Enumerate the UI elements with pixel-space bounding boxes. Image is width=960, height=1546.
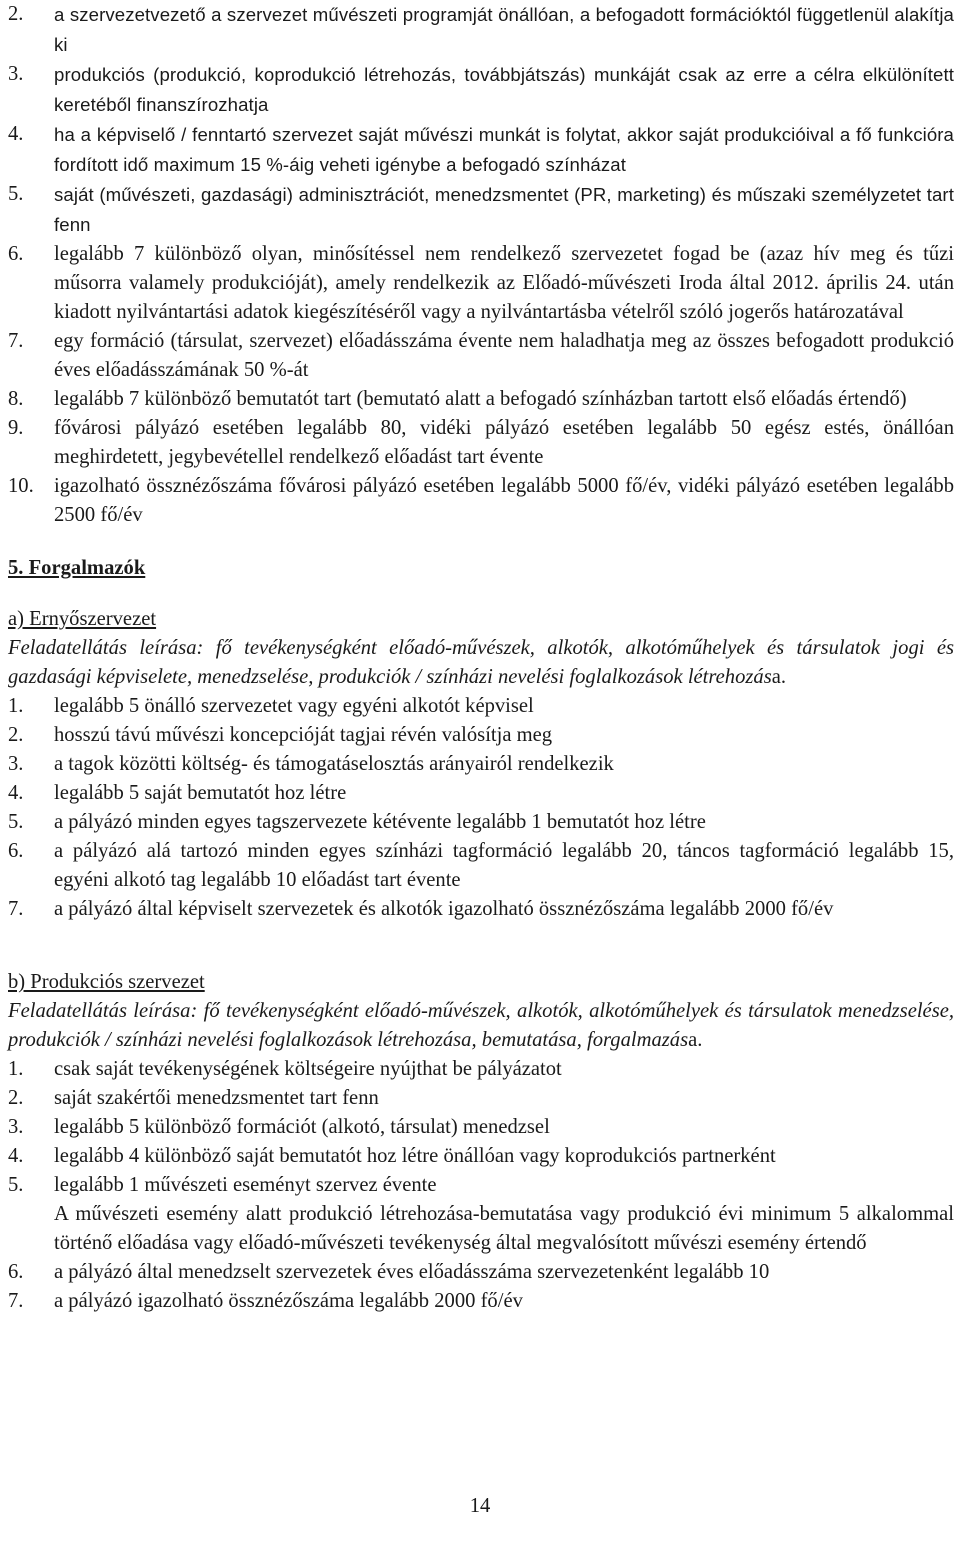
list-item-text: saját szakértői menedzsmentet tart fenn [54, 1087, 379, 1109]
list-item: 7. egy formáció (társulat, szervezet) előadásszáma évente nem haladhatja meg az összes befogadott produkció éves előadásszámának 50 %-át [8, 330, 954, 381]
list-item-text: legalább 5 önálló szervezetet vagy egyéni alkotót képvisel [54, 695, 534, 717]
list-item: 2. a szervezetvezető a szervezet művészeti programját önállóan, a befogadott formációktól függetlenül alakítja ki [8, 3, 954, 55]
list-item-text: a pályázó minden egyes tagszervezete kétévente legalább 1 bemutatót hoz létre [54, 811, 706, 833]
list-item: 5. saját (művészeti, gazdasági) adminisztrációt, menedzsmentet (PR, marketing) és műszaki személyzetet tart fenn [8, 183, 954, 235]
list-item-text: a pályázó által képviselt szervezetek és alkotók igazolható össznézőszáma legalább 2000 fő/év [54, 898, 834, 920]
list-item: 6. a pályázó által menedzselt szervezetek éves előadásszáma szervezetenként legalább 10 [8, 1261, 770, 1283]
page-number: 14 [469, 1495, 491, 1517]
list-item: 3. legalább 5 különböző formációt (alkotó, társulat) menedzsel [8, 1116, 550, 1138]
list-item: 8. legalább 7 különböző bemutatót tart (bemutató alatt a befogadó színházban tartott első előadás értendő) [8, 388, 907, 410]
list-item-note: A művészeti esemény alatt produkció létrehozása-bemutatása vagy produkció évi minimum 5 alkalommal történő előadása vagy előadó-művészeti tevékenység által megvalósított művészi esemény értendő [54, 1203, 954, 1254]
list-item-text: ha a képviselő / fenntartó szervezet saját művészi munkát is folytat, akkor saját produkcióival a fő funkcióra fordított idő maximum 15 %-áig veheti igénybe a befogadó színházat [54, 124, 954, 175]
list-item-text: a pályázó igazolható össznézőszáma legalább 2000 fő/év [54, 1290, 523, 1312]
subsection-description-b: Feladatellátás leírása: fő tevékenységként előadó-művészek, alkotók, alkotóműhelyek és társulatok menedzselése, produkciók / színházi nevelési foglalkozások létrehozása, bemutatása, forgalmazása. [8, 1000, 954, 1051]
section-heading: 5. Forgalmazók [8, 557, 146, 579]
list-item-text: csak saját tevékenységének költségeire nyújthat be pályázatot [54, 1058, 562, 1080]
list-item: 6. a pályázó alá tartozó minden egyes színházi tagformáció legalább 20, táncos tagformáció legalább 15, egyéni alkotó tag legalább 10 előadást tart évente [8, 840, 954, 891]
list-item: 7. a pályázó által képviselt szervezetek és alkotók igazolható össznézőszáma legalább 2000 fő/év [8, 898, 834, 920]
list-item: 5. legalább 1 művészeti eseményt szervez évente A művészeti esemény alatt produkció létrehozása-bemutatása vagy produkció évi minimum 5 alkalommal történő előadása vagy előadó-művészeti tevékenység által megvalósított művészi esemény értendő [8, 1171, 960, 1258]
list-item-text: igazolható össznézőszáma fővárosi pályázó esetében legalább 5000 fő/év, vidéki pályázó esetében legalább 2500 fő/év [54, 475, 954, 526]
list-item-text: legalább 7 különböző bemutatót tart (bemutató alatt a befogadó színházban tartott első előadás értendő) [54, 388, 907, 410]
list-item-text: a pályázó alá tartozó minden egyes színházi tagformáció legalább 20, táncos tagformáció legalább 15, egyéni alkotó tag legalább 10 előadást tart évente [54, 840, 954, 891]
list-item-text: saját (művészeti, gazdasági) adminisztrációt, menedzsmentet (PR, marketing) és műszaki személyzetet tart fenn [54, 184, 954, 235]
list-item: 4. legalább 4 különböző saját bemutatót hoz létre önállóan vagy koprodukciós partnerként [8, 1145, 776, 1167]
list-item: 5. a pályázó minden egyes tagszervezete kétévente legalább 1 bemutatót hoz létre [8, 811, 706, 833]
list-item-text: legalább 5 saját bemutatót hoz létre [54, 782, 347, 804]
list-item: 3. produkciós (produkció, koprodukció létrehozás, továbbjátszás) munkáját csak az erre a célra elkülönített keretéből finanszírozhatja [8, 63, 954, 115]
list-item-text: legalább 7 különböző olyan, minősítéssel nem rendelkező szervezetet fogad be (azaz hív meg és tűzi műsorra valamely produkcióját), amely rendelkezik az Előadó-művészeti Iroda által 2012. április 24. után kiadott nyilvántartási adatok kiegészítéséről vagy a nyilvántartásba vételről szóló jogerős határozatával [54, 243, 954, 323]
list-item: 2. saját szakértői menedzsmentet tart fenn [8, 1087, 379, 1109]
list-item: 1. csak saját tevékenységének költségeire nyújthat be pályázatot [8, 1058, 562, 1080]
list-item-text: produkciós (produkció, koprodukció létrehozás, továbbjátszás) munkáját csak az erre a célra elkülönített keretéből finanszírozhatja [54, 64, 954, 115]
list-item: 6. legalább 7 különböző olyan, minősítéssel nem rendelkező szervezetet fogad be (azaz hív meg és tűzi műsorra valamely produkcióját), amely rendelkezik az Előadó-művészeti Iroda által 2012. április 24. után kiadott nyilvántartási adatok kiegészítéséről vagy a nyilvántartásba vételről szóló jogerős határozatával [8, 243, 954, 323]
list-item: 9. fővárosi pályázó esetében legalább 80, vidéki pályázó esetében legalább 50 egész estés, önállóan meghirdetett, jegybevétellel rendelkező előadást tart évente [8, 417, 954, 468]
list-item-text: legalább 4 különböző saját bemutatót hoz létre önállóan vagy koprodukciós partnerként [54, 1145, 776, 1167]
list-item: 4. ha a képviselő / fenntartó szervezet saját művészi munkát is folytat, akkor saját produkcióival a fő funkcióra fordított idő maximum 15 %-áig veheti igénybe a befogadó színházat [8, 123, 954, 175]
list-item-text: fővárosi pályázó esetében legalább 80, vidéki pályázó esetében legalább 50 egész estés, önállóan meghirdetett, jegybevétellel rendelkező előadást tart évente [54, 417, 954, 468]
list-item-text: hosszú távú művészi koncepcióját tagjai révén valósítja meg [54, 724, 553, 746]
list-item: 4. legalább 5 saját bemutatót hoz létre [8, 782, 347, 804]
list-item-text: a szervezetvezető a szervezet művészeti programját önállóan, a befogadott formációktól függetlenül alakítja ki [54, 4, 954, 55]
list-item-text: egy formáció (társulat, szervezet) előadásszáma évente nem haladhatja meg az összes befogadott produkció éves előadásszámának 50 %-át [54, 330, 954, 381]
list-item: 10. igazolható össznézőszáma fővárosi pályázó esetében legalább 5000 fő/év, vidéki pályázó esetében legalább 2500 fő/év [8, 475, 954, 526]
subsection-b-list [8, 1055, 960, 1316]
list-item: 7. a pályázó igazolható össznézőszáma legalább 2000 fő/év [8, 1290, 523, 1312]
subsection-heading-b: b) Produkciós szervezet [8, 971, 205, 993]
requirements-list-continued [8, 0, 960, 530]
list-item: 1. legalább 5 önálló szervezetet vagy egyéni alkotót képvisel [8, 695, 534, 717]
list-item-text: legalább 5 különböző formációt (alkotó, társulat) menedzsel [54, 1116, 550, 1138]
subsection-a-list [8, 692, 960, 924]
list-item-text: legalább 1 művészeti eseményt szervez évente [54, 1174, 437, 1196]
subsection-heading-a: a) Ernyőszervezet [8, 608, 157, 630]
list-item: 2. hosszú távú művészi koncepcióját tagjai révén valósítja meg [8, 724, 553, 746]
list-item-text: a tagok közötti költség- és támogatáselosztás arányairól rendelkezik [54, 753, 614, 775]
subsection-description-a: Feladatellátás leírása: fő tevékenységként előadó-művészek, alkotók, alkotóműhelyek és társulatok jogi és gazdasági képviselete, menedzselése, produkciók / színházi nevelési foglalkozások létrehozása. [8, 637, 954, 688]
list-item-text: a pályázó által menedzselt szervezetek éves előadásszáma szervezetenként legalább 10 [54, 1261, 770, 1283]
list-item: 3. a tagok közötti költség- és támogatáselosztás arányairól rendelkezik [8, 753, 614, 775]
